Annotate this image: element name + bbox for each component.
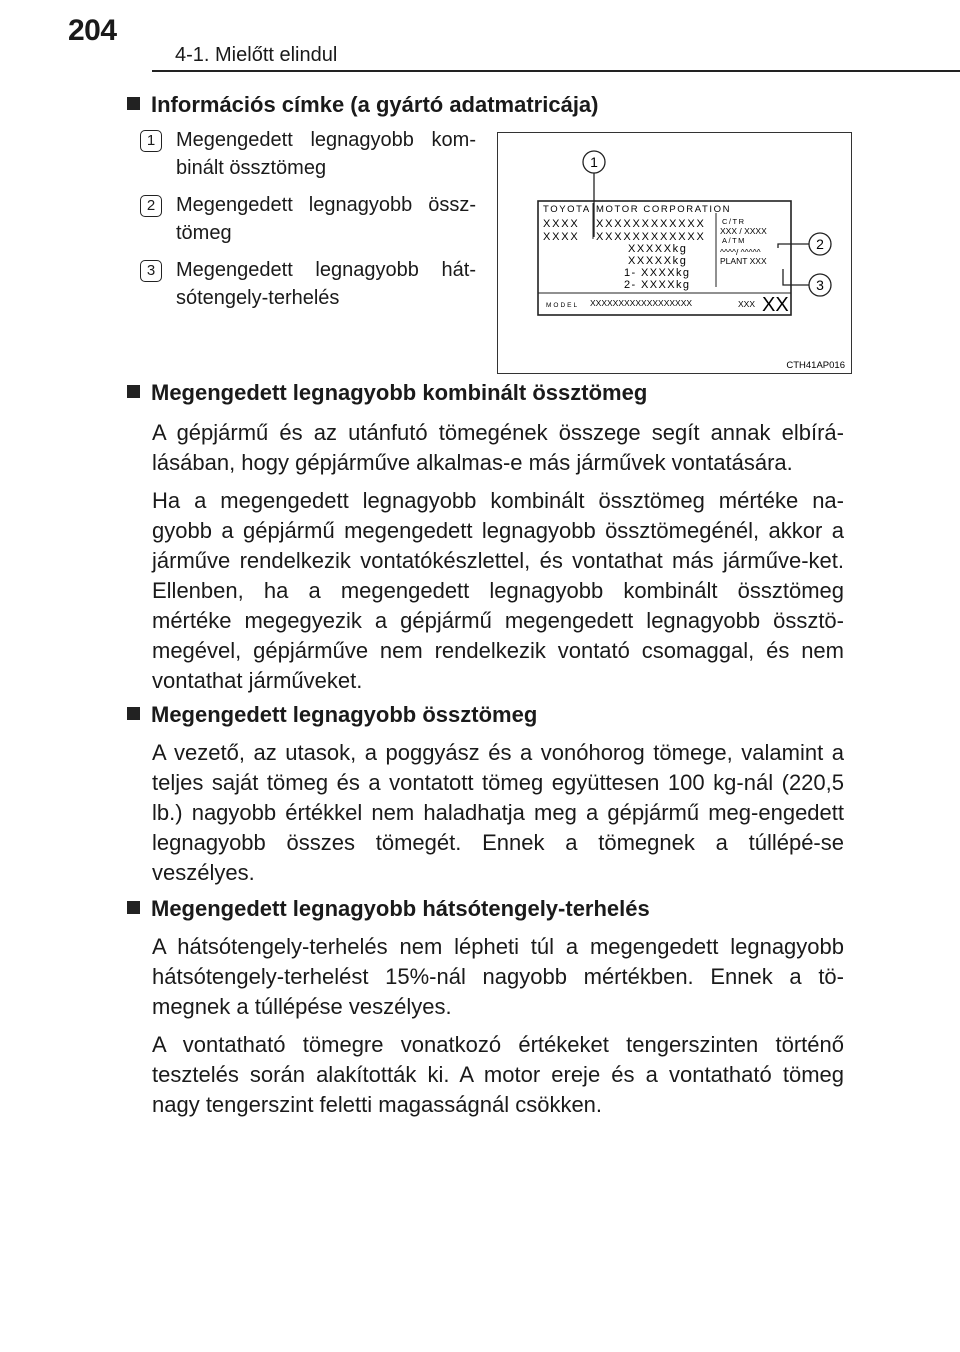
legend-text: Megengedett legnagyobb kom-binált össztömeg bbox=[176, 129, 476, 179]
callout-3-number: 3 bbox=[816, 277, 824, 293]
label-figure bbox=[497, 132, 852, 374]
plate-model-label: MODEL bbox=[546, 302, 580, 309]
paragraph: A vontatható tömegre vonatkozó értékeket tengerszinten történő tesztelés során alakították ki. A motor ereje és a vontatható tömeg nagy tengerszint feletti magasságnál csökken. bbox=[152, 1032, 844, 1117]
plate-ctr-label: C/TR bbox=[722, 217, 746, 226]
square-bullet-icon bbox=[127, 97, 140, 110]
plate-row-2: XXXXXXXXXXXX bbox=[596, 231, 706, 243]
heading-combined bbox=[127, 380, 647, 406]
paragraph: Ha a megengedett legnagyobb kombinált össztömeg mértéke na-gyobb a gépjármű megengedett legnagyobb össztömegénél, akkor a járműve rendelkezik vontatókészlettel, és vontathat más járműve-ket. Ellenben, ha a megengedett legnagyobb kombinált össztömeg mértéke megegyezik a gépjármű megengedett legnagyobb össztö-megével, gépjárműve nem rendelkezik vontató csomaggal, és nem vontathat járműveket. bbox=[152, 488, 844, 693]
callout-number: 3 bbox=[140, 260, 162, 282]
square-bullet-icon bbox=[127, 707, 140, 720]
paragraph: A gépjármű és az utánfutó tömegének összege segít annak elbírá-lásában, hogy gépjárműve alkalmas-e más járművek vontatására. bbox=[152, 420, 844, 475]
legend-text: Megengedett legnagyobb hát-sótengely-terhelés bbox=[176, 259, 476, 309]
heading-combined-text: Megengedett legnagyobb kombinált össztömeg bbox=[151, 380, 648, 405]
page-number: 204 bbox=[68, 14, 117, 47]
square-bullet-icon bbox=[127, 385, 140, 398]
plate-company: MOTOR CORPORATION bbox=[596, 204, 732, 215]
plate-weight-1: XXXXXkg bbox=[628, 243, 688, 255]
plate-left-code: XXXX bbox=[543, 231, 580, 243]
plate-axle-2: 2- XXXXkg bbox=[624, 279, 691, 291]
plate-left-code: XXXX bbox=[543, 218, 580, 230]
plate-atm-label: A/TM bbox=[722, 236, 746, 245]
callout-number: 1 bbox=[140, 130, 162, 152]
manufacturer-plate-illustration bbox=[498, 133, 853, 375]
legend-item bbox=[140, 126, 476, 182]
heading-gross-text: Megengedett legnagyobb össztömeg bbox=[151, 702, 538, 727]
callout-2-number: 2 bbox=[816, 236, 824, 252]
callout-3-leader bbox=[783, 269, 810, 285]
legend-item bbox=[140, 256, 476, 312]
square-bullet-icon bbox=[127, 901, 140, 914]
page-header bbox=[0, 0, 960, 80]
plate-axle-1: 1- XXXXkg bbox=[624, 267, 691, 279]
plate-weight-2: XXXXXkg bbox=[628, 255, 688, 267]
plate-model-code: XXX bbox=[738, 299, 756, 309]
heading-rear-axle bbox=[127, 896, 650, 922]
heading-info-label-text: Információs címke (a gyártó adatmatricája) bbox=[151, 92, 599, 117]
callout-1-number: 1 bbox=[590, 154, 598, 170]
plate-model-value: XXXXXXXXXXXXXXXXXX bbox=[590, 298, 693, 308]
figure-caption: CTH41AP016 bbox=[786, 360, 845, 371]
plate-model-suffix: XX bbox=[762, 294, 789, 316]
section-label: 4-1. Mielőtt elindul bbox=[175, 44, 338, 66]
plate-codes-value: ^^^^/ ^^^^^ bbox=[720, 247, 761, 257]
plate-row-1: XXXXXXXXXXXX bbox=[596, 218, 706, 230]
plate-ctr-value: XXX / XXXX bbox=[720, 226, 767, 236]
heading-info-label bbox=[127, 92, 599, 118]
callout-number: 2 bbox=[140, 195, 162, 217]
callout-2-leader bbox=[778, 244, 810, 248]
heading-rear-axle-text: Megengedett legnagyobb hátsótengely-terhelés bbox=[151, 896, 650, 921]
legend-item bbox=[140, 191, 476, 247]
paragraph: A vezető, az utasok, a poggyász és a vonóhorog tömege, valamint a teljes saját tömeg és a vontatott tömeg együttesen 100 kg-nál (220,5 lb.) nagyobb értékkel nem haladhatja meg a gépjármű meg-engedett legnagyobb összes tömegét. Ennek a tömegnek a túllépé-se veszélyes. bbox=[152, 740, 844, 885]
legend-list bbox=[140, 126, 476, 321]
plate-brand: TOYOTA bbox=[543, 204, 591, 215]
legend-text: Megengedett legnagyobb össz-tömeg bbox=[176, 194, 476, 244]
plate-plant-value: PLANT XXX bbox=[720, 256, 767, 266]
heading-gross bbox=[127, 702, 537, 728]
header-divider bbox=[152, 70, 960, 72]
paragraph: A hátsótengely-terhelés nem lépheti túl a megengedett legnagyobb hátsótengely-terhelést 15%-nál nagyobb mértékben. Ennek a tö-megnek a túllépése veszélyes. bbox=[152, 934, 844, 1019]
